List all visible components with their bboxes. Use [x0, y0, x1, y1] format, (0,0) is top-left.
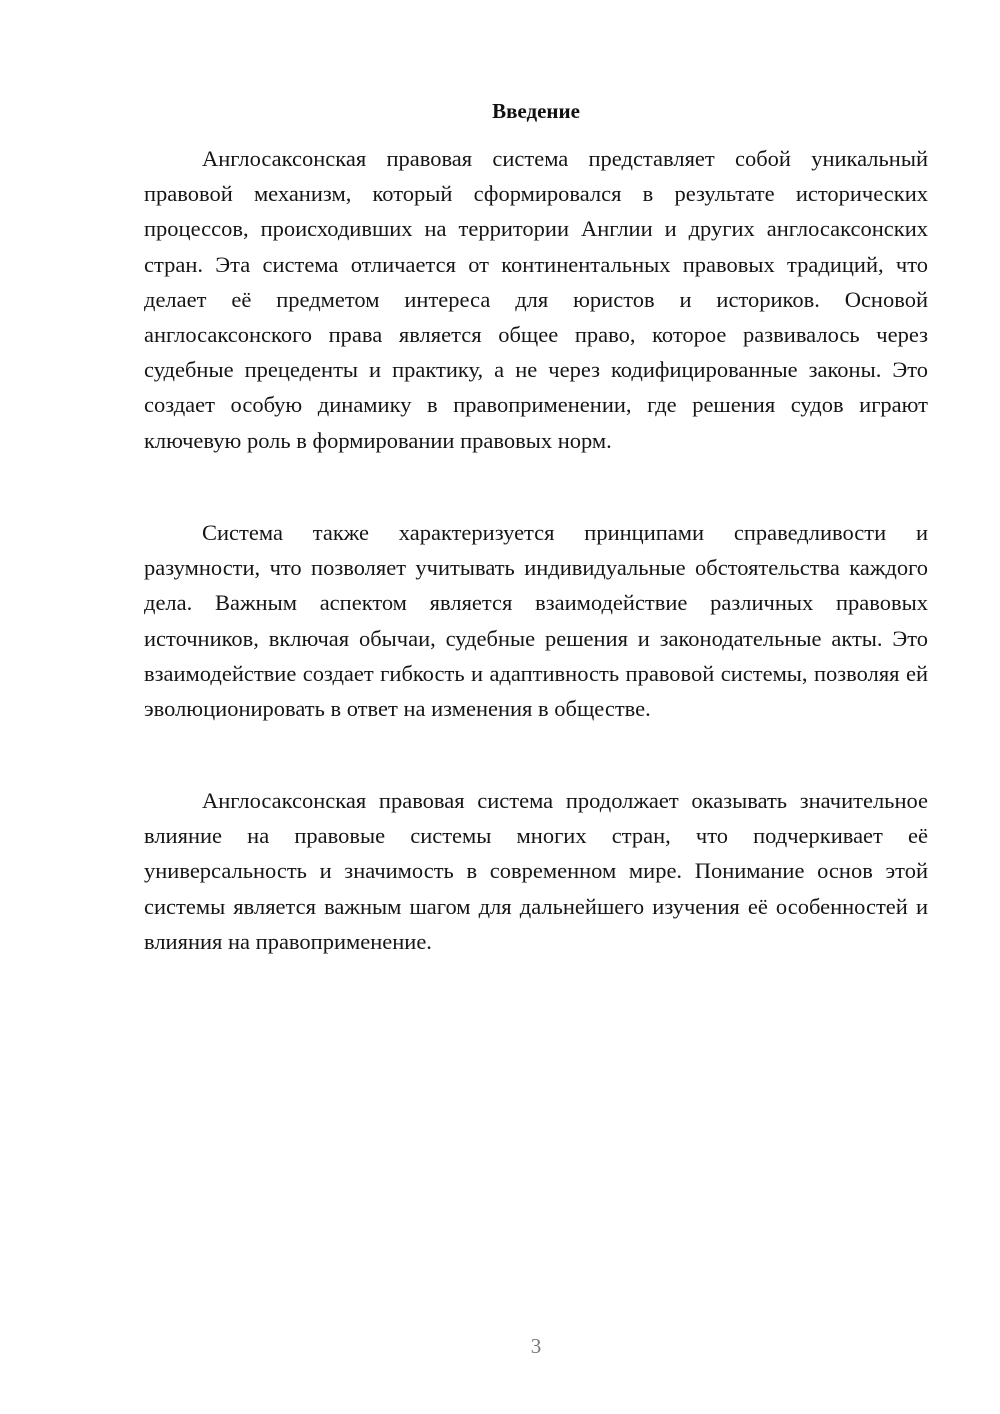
page-number: 3 — [530, 1334, 542, 1358]
paragraph-3: Англосаксонская правовая система продолжает оказывать значительное влияние на правовые системы многих стран, что подчеркивает её универсальность и значимость в современном мире. Понимание основ этой системы является важным шагом для дальнейшего изучения её особенностей и влияния на правоприменение. — [144, 788, 928, 954]
paragraph-2: Система также характеризуется принципами справедливости и разумности, что позволяет учитывать индивидуальные обстоятельства каждого дела. Важным аспектом является взаимодействие различных правовых источников, включая обычаи, судебные решения и законодательные акты. Это взаимодействие создает гибкость и адаптивность правовой системы, позволяя ей эволюционировать в ответ на изменения в обществе. — [144, 520, 928, 722]
paragraph-1: Англосаксонская правовая система представляет собой уникальный правовой механизм, который сформировался в результате исторических процессов, происходивших на территории Англии и других англосаксонских стран. Эта система отличается от континентальных правовых традиций, что делает её предметом интереса для юристов и историков. Основой англосаксонского права является общее право, которое развивалось через судебные прецеденты и практику, а не через кодифицированные законы. Это создает особую динамику в правоприменении, где решения судов играют ключевую роль в формировании правовых норм. — [144, 146, 928, 453]
section-heading: Введение — [492, 99, 580, 123]
